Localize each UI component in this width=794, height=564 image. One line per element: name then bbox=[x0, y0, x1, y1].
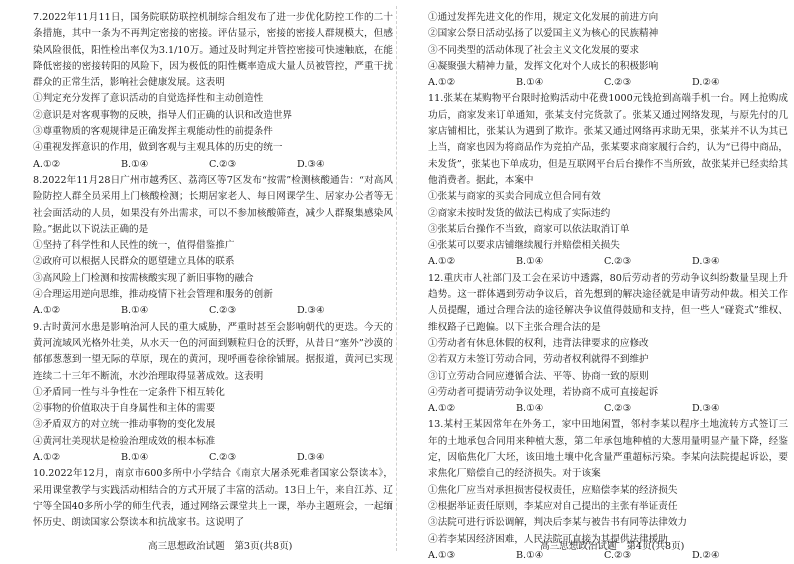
option-1: ①通过发挥先进文化的作用，规定文化发展的前进方向 bbox=[428, 12, 659, 23]
answer-c: C.②③ bbox=[209, 305, 237, 317]
option-2: ②若双方未签订劳动合同，劳动者权利就得不到维护 bbox=[428, 354, 649, 366]
answer-c: C.②③ bbox=[604, 549, 632, 561]
option-3: ③尊重物质的客观规律是正确发挥主观能动性的前提条件 bbox=[33, 126, 273, 138]
option-3: ③不同类型的活动体现了社会主义文化发展的要求 bbox=[428, 44, 640, 56]
right-page bbox=[428, 10, 788, 564]
option-1: ①劳动者有休息休假的权利，违背法律要求的应修改 bbox=[428, 337, 649, 349]
option-1: ①判定充分发挥了意识活动的自觉选择性和主动创造性 bbox=[33, 93, 264, 105]
answer-d: D.②④ bbox=[692, 77, 720, 89]
answer-d: D.③④ bbox=[297, 305, 325, 317]
option-3: ③张某后台操作不当致，商家可以依法取消订单 bbox=[428, 223, 630, 235]
answer-b: B.①④ bbox=[121, 305, 149, 317]
option-4: ④黄河壮美现状是检验治理成效的根本标准 bbox=[33, 435, 216, 447]
answer-b: B.①④ bbox=[516, 549, 544, 561]
page-divider bbox=[396, 6, 397, 551]
option-3: ③矛盾双方的对立统一推动事物的变化发展 bbox=[33, 419, 216, 431]
option-3: ③法院可进行诉讼调解，判决后李某与被告书有同等法律效力 bbox=[428, 517, 688, 529]
question-stem: 12.重庆市人社部门及工会在采访中透露，80后劳动者的劳动争议纠纷数量呈现上升趋势。这一群体遇到劳动争议后，首先想到的解决途径就是申请劳动仲裁。相关工作人员提醒，通过合理合法的途径解决争议值得鼓励和支持，但一些人“碰瓷式”维权、维权路子已跑偏。以下主张合理合法的是 bbox=[428, 272, 788, 333]
option-2: ②政府可以根据人民群众的愿望建立具体的联系 bbox=[33, 256, 235, 268]
option-1: ①坚持了科学性和人民性的统一，值得借鉴推广 bbox=[33, 240, 235, 252]
answer-b: B.①④ bbox=[516, 403, 544, 415]
answer-b: B.①④ bbox=[516, 77, 544, 89]
option-1: ①矛盾同一性与斗争性在一定条件下相互转化 bbox=[33, 386, 225, 398]
question-stem: 10.2022年12月，南京市600多所中小学结合《南京大屠杀死难者国家公祭读本》，采用课堂教学与实践活动相结合的方式开展了丰富的活动。13日上午，来自江苏、辽宁等全国40多所小学的师生代表，通过网络云课堂共上一课，举办主题班会，一起缅怀历史、朗读国家公祭读本和抗战家书。这说明了 bbox=[33, 468, 393, 529]
left-page bbox=[33, 10, 393, 532]
answer-choices bbox=[33, 450, 393, 466]
answer-c: C.②③ bbox=[604, 77, 632, 89]
answer-choices bbox=[428, 254, 788, 270]
option-1: ①张某与商家的买卖合同成立但合同有效 bbox=[428, 191, 601, 203]
option-4: ④重视发挥意识的作用，做到客观与主观具体的历史的统一 bbox=[33, 142, 283, 154]
question-12 bbox=[428, 271, 788, 418]
answer-a: A.①② bbox=[428, 77, 456, 89]
answer-d: D.③④ bbox=[297, 158, 325, 170]
question-stem: 13.某村王某因常年在外务工，家中田地闲置，邻村李某以程序土地流转方式签订三年的土地承包合同用来种植大葱，第二年承包地种植的大葱用量明显产量下降，经鉴定，因临焦化厂大坯，该田地土壤中化含量严重超标污染。李某向法院提起诉讼，要求焦化厂赔偿自己的经济损失。对于该案 bbox=[428, 419, 788, 480]
question-10 bbox=[33, 466, 393, 531]
option-4: ④若李某因经济困难，人民法院可直接为其提供法律援助 bbox=[428, 533, 668, 545]
answer-c: C.②③ bbox=[604, 256, 632, 268]
option-4: ④凝聚强大精神力量，发挥文化对个人成长的积极影响 bbox=[428, 60, 659, 72]
answer-d: D.③④ bbox=[692, 403, 720, 415]
answer-a: A.①② bbox=[33, 452, 61, 464]
option-2: ②商家未按时发货的做法已构成了实际违约 bbox=[428, 207, 611, 219]
answer-d: D.②④ bbox=[692, 549, 720, 561]
option-2: ②国家公祭日活动弘扬了以爱国主义为核心的民族精神 bbox=[428, 28, 659, 40]
question-9 bbox=[33, 320, 393, 467]
answer-d: D.③④ bbox=[297, 452, 325, 464]
answer-b: B.①④ bbox=[121, 452, 149, 464]
answer-c: C.②③ bbox=[209, 158, 237, 170]
answer-c: C.②③ bbox=[209, 452, 237, 464]
question-stem: 9.古时黄河水患是影响治河人民的重大威胁，严重时甚至会影响朝代的更迭。今天的黄河流域风光格外壮美，从水天一色的河面到颗粒归仓的沃野，从昔日“塞外”沙漠的郁郁葱葱到一望无际的草原，现在的黄河，现呼画卷徐徐铺展。据报道，黄河已实现连续二十三年不断流，水沙治理取得显著成效。这表明 bbox=[33, 321, 393, 382]
question-11 bbox=[428, 91, 788, 270]
answer-a: A.①② bbox=[428, 403, 456, 415]
option-3: ③订立劳动合同应遵循合法、平等、协商一致的原则 bbox=[428, 370, 649, 382]
question-stem: 8.2022年11月28日广州市越秀区、荔湾区等7区发布“按需”检测核酸通告：“对高风险防控人群全员采用上门核酸检测；长期居家老人、每日网课学生、居家办公者等无社会面活动的人员，如果没有外出需求，可以不参加核酸筛查，减少人群聚集感染风险。”据此以下说法正确的是 bbox=[33, 174, 393, 235]
answer-b: B.①④ bbox=[121, 158, 149, 170]
option-4: ④合理运用逆向思维，推动疫情下社会管理和服务的创新 bbox=[33, 289, 273, 301]
question-7 bbox=[33, 10, 393, 173]
question-stem: 11.张某在某购物平台限时抢购活动中花费1000元钱抢到高端手机一台。网上抢购成功后，商家发来订单通知，张某支付完货款了。张某又通过网络发现，与原先付的几家店铺相比，张某认为遇到了欺诈。张某又通过网络再求助无果，张某并不认为其已上当，商家也因为将商品作为竞拍产品，张某要求商家履行合约，认为“已得中商品，未发货”，张某也下单成功，但是互联网平台后台操作不当所致，故张某并已经卖给其他消费者。据此，本案中 bbox=[428, 93, 788, 186]
answer-d: D.③④ bbox=[692, 256, 720, 268]
option-2: ②根据举证责任原则，李某应对自己提出的主张有举证责任 bbox=[428, 500, 678, 512]
page-footer-left: 高三思想政治试题 第3页(共8页) bbox=[148, 541, 293, 552]
option-4: ④张某可以要求店铺继续履行并赔偿相关损失 bbox=[428, 240, 620, 252]
option-2: ②意识是对客观事物的反映，指导人们正确的认识和改造世界 bbox=[33, 109, 293, 121]
question-8 bbox=[33, 173, 393, 320]
option-2: ②事物的价值取决于自身属性和主体的需要 bbox=[33, 403, 216, 415]
question-10-continued bbox=[428, 10, 788, 91]
answer-a: A.①③ bbox=[428, 549, 456, 561]
page-footer-right: 高三思想政治试题 第4页(共8页) bbox=[540, 541, 685, 552]
answer-choices bbox=[428, 75, 788, 91]
option-3: ③高风险上门检测和按需核酸实现了新旧事物的融合 bbox=[33, 272, 254, 284]
question-stem: 7.2022年11月11日，国务院联防联控机制综合组发布了进一步优化防控工作的二十条措施，其中一条为不再判定密接的密接。评估显示，密接的密接人群规模大，但感染风险很低，阳性检出率仅为3.1/10万。通过及时判定并管控密接可快速触底，在能降低密接的密接转阳的风险下，因为极低的阳性概率造成大量人员被管控，严重干扰群众的正常生活，影响社会健康发展。这表明 bbox=[33, 12, 393, 89]
answer-b: B.①④ bbox=[516, 256, 544, 268]
answer-choices bbox=[428, 401, 788, 417]
answer-a: A.①② bbox=[428, 256, 456, 268]
answer-choices bbox=[33, 303, 393, 319]
answer-c: C.②③ bbox=[604, 403, 632, 415]
option-4: ④劳动者可提请劳动争议处理，若协商不成可直接起诉 bbox=[428, 386, 659, 398]
answer-a: A.①② bbox=[33, 158, 61, 170]
option-1: ①焦化厂应当对承担损害侵权责任，应赔偿李某的经济损失 bbox=[428, 484, 678, 496]
answer-a: A.①② bbox=[33, 305, 61, 317]
answer-choices bbox=[33, 157, 393, 173]
